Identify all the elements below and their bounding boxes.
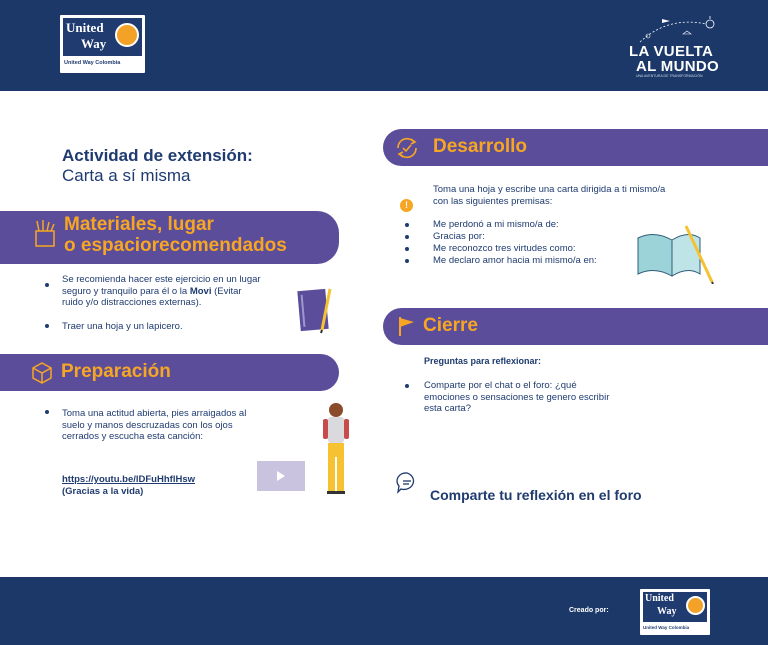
development-item-4: Me declaro amor hacia mi mismo/a en: <box>433 255 597 266</box>
brand-line1: LA VUELTA <box>629 43 714 60</box>
closing-heading: Preguntas para reflexionar: <box>424 356 542 366</box>
united-way-logo-footer: United Way United Way Colombia <box>640 589 710 635</box>
la-vuelta-al-mundo-logo <box>628 14 728 80</box>
bullet-dot <box>405 247 409 251</box>
bullet-dot <box>405 235 409 239</box>
forum-call-to-action: Comparte tu reflexión en el foro <box>430 487 642 503</box>
song-link[interactable]: https://youtu.be/lDFuHhflHsw <box>62 474 195 485</box>
play-icon <box>277 471 285 481</box>
bullet-dot <box>45 283 49 287</box>
preparation-bullet: Toma una actitud abierta, pies arraigados al suelo y manos descruzadas con los ojos cerrados y escucha esta canción: <box>62 408 247 442</box>
development-intro: Toma una hoja y escribe una carta dirigida a ti mismo/a con las siguientes premisas: <box>433 184 666 207</box>
created-by-label: Creado por: <box>569 607 609 614</box>
notebook-pencil-illustration <box>296 286 336 334</box>
development-header <box>383 129 768 166</box>
bullet-dot <box>45 410 49 414</box>
brand-tagline: UNA AVENTURA DE TRANSFORMACIÓN <box>636 74 703 78</box>
info-icon: ! <box>400 199 413 212</box>
preparation-title: Preparación <box>61 361 171 382</box>
closing-bullet: Comparte por el chat o el foro: ¿qué emociones o sensaciones te genero escribir esta carta? <box>424 380 610 414</box>
open-book-illustration <box>634 224 718 284</box>
chat-bubble-icon <box>395 470 419 494</box>
song-caption: (Gracias a la vida) <box>62 486 144 497</box>
united-way-logo: United Way United Way Colombia <box>60 15 145 73</box>
hands-logo-icon <box>686 596 705 615</box>
closing-header <box>383 308 768 345</box>
activity-subtitle: Carta a sí misma <box>62 166 191 185</box>
pencil-cup-icon <box>33 219 57 247</box>
bullet-dot <box>405 384 409 388</box>
development-item-3: Me reconozco tres virtudes como: <box>433 243 576 254</box>
closing-title: Cierre <box>423 315 478 336</box>
development-item-1: Me perdonó a mi mismo/a de: <box>433 219 559 230</box>
hands-logo-icon <box>115 23 139 47</box>
footer-bar <box>0 577 768 645</box>
development-title: Desarrollo <box>433 136 527 157</box>
activity-title: Actividad de extensión: <box>62 146 253 165</box>
globe-decor-icon <box>628 14 728 44</box>
materials-title-line2: o espaciorecomendados <box>64 235 287 256</box>
video-play-button[interactable] <box>257 461 305 491</box>
bullet-dot <box>45 324 49 328</box>
logo-caption: United Way Colombia <box>64 60 121 66</box>
preparation-header <box>0 354 339 391</box>
box-icon <box>30 361 54 385</box>
materials-bullet2: Traer una hoja y un lapicero. <box>62 321 183 332</box>
materials-title-line1: Materiales, lugar <box>64 214 214 235</box>
person-illustration <box>318 400 358 496</box>
flag-icon <box>397 315 417 337</box>
cycle-check-icon <box>393 134 421 162</box>
logo-caption: United Way Colombia <box>643 625 690 630</box>
bullet-dot <box>405 259 409 263</box>
materials-header <box>0 211 339 264</box>
bullet-dot <box>405 223 409 227</box>
brand-line2: AL MUNDO <box>636 58 719 75</box>
materials-bullet1: Se recomienda hacer este ejercicio en un lugar seguro y tranquilo para él o la Movi (Evitar ruido y/o distracciones externas). <box>62 274 261 308</box>
development-item-2: Gracias por: <box>433 231 485 242</box>
header-bar <box>0 0 768 91</box>
